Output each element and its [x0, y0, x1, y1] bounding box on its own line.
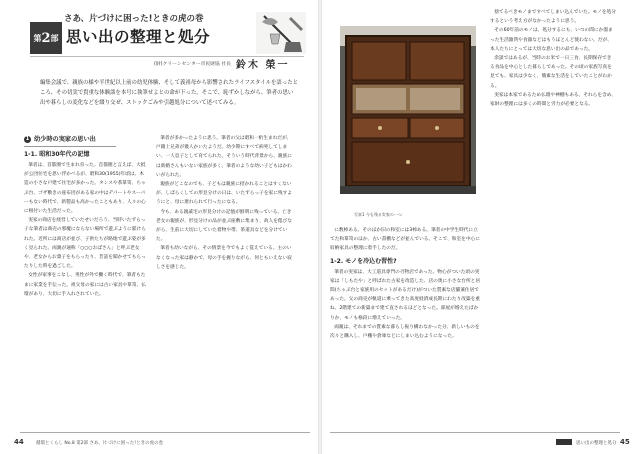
- badge-number: 2: [41, 30, 51, 46]
- paragraph: 筆者も幼いながら、その情景を今でもよく覚えている。主のいなくなった家は静かで、母の手を握りながら、何ともいえない寂しさを感じた。: [156, 246, 292, 270]
- article-header: [20, 8, 304, 70]
- author-name: 鈴木 榮一: [236, 60, 290, 71]
- cabinet-photo: [340, 26, 476, 194]
- paragraph: 両親は、それまでの質素な暮らし振り構わなかった分、新しいものを次々と購入し、戸棚や倉庫などにしまい込むようになった。: [330, 324, 480, 340]
- page-number-left: 44: [14, 438, 24, 446]
- badge-prefix: 第: [33, 33, 42, 43]
- paragraph: 女性が家事をこなし、男性が外で働く時代で、筆者もたまに家業を手伝った。祖父母の家には古い家具や箪笥、仏壇があり、大切に手入れされていた。: [24, 273, 146, 297]
- badge-suffix: 部: [50, 33, 59, 43]
- paragraph: その60年前のモノは、処分するにも、いつの間にか溜まった生活雑貨や食器などはもうほとんど使わない。だが、本人たちにとっては大切な思い出の品であった。: [490, 28, 613, 52]
- paragraph: 捨てるべきモノまですべてしまい込んでいた。モノを処分するという考え方がなかったように思う。: [490, 10, 616, 25]
- footer-tab-mark: [556, 439, 572, 445]
- right-page: [322, 0, 640, 454]
- section-number-badge: 1: [25, 136, 30, 142]
- section-heading: [24, 134, 146, 145]
- column-r1: [330, 226, 482, 341]
- column-a: [24, 134, 146, 299]
- column-b: [156, 134, 296, 272]
- paragraph: 親族がどこなのでも、子どもは親族に招かれることはすくないが、しばらくしての形見分けの日は、いたずらっ子を家に残すようにと、母に連れられて行ったになる。: [156, 182, 292, 206]
- column-r2: [490, 8, 616, 109]
- footer-rule: [330, 432, 620, 433]
- paragraph: 今も、ある親戚宅の形見分けの記憶が鮮明に残っている。亡き老女の親族が、形見分けの品が並ぶ座敷に集まり、故人を偲びながら、生前に大切にしていた着物や帯、茶道具などを分けていた。: [156, 209, 292, 243]
- part-badge: [30, 22, 62, 54]
- subsection-heading: 1-2. モノを冷込む習性?: [330, 257, 397, 265]
- paragraph: 実家は本家であるため仏壇や神棚もある。それらを含め、家財の整理には多くの時間と労力が必要となる。: [490, 92, 616, 108]
- lead-paragraph: [40, 78, 298, 108]
- photo-caption: 写真1 今も残る実家の一つ: [354, 212, 402, 217]
- section-rule: [24, 146, 116, 147]
- paragraph: 筆者の実家は、大工道具専門の刃物店であった。物心がついた頃の実家は「しもたや」と呼ばれた古家を改造した、店の奥に小さな台所と居間(ちゃぶ台と家族用のセットがあるだけ)がついた質素な店舗兼住居であった。父の商売が軌道に乗ってきた高度経済成長期にわたり改築を重ね、2階建ての新築まで建て直されるほどとなった。部屋が増えたばかりか、モノも格段に増えていった。: [330, 269, 481, 321]
- article-title: 思い出の整理と処分: [66, 28, 211, 46]
- page-number-right: 45: [620, 438, 630, 446]
- paragraph: 余談ではあるが、当時のお米で一日三食、長期保存できる食品を中心とした暮らしであった。その頃の家族写真を見ても、家具は少なく、簡素な生活をしていたことがわかる。: [490, 56, 612, 89]
- lead-text: 編集会議で、親族の様や半世紀以上前の幼児体験、そして義祖母から影響されたライフスタイルを語ったところ、その切実で貴重な体験談を本号に執筆せよとの命が下った。そこで、恥ずかしながら、筆者の思い出や暮らしの変化などを綴り交ぜ、ストックごみや引越処分について述べてみる。: [40, 80, 298, 106]
- left-page: [0, 0, 318, 454]
- footer-rule: [20, 432, 310, 433]
- kicker: さあ、片づけに困った!ときの虎の巻: [64, 14, 204, 24]
- section-title: 幼少時の実家の思い出: [34, 136, 96, 143]
- paragraph: 実家の商店を経営していたせいだろう、当時いたずらっ子な筆者は商売の邪魔にならない場所で遊ぶように躾けられた。近所には商店が並び、子供たちが路地で遊ぶ姿が多く見られた。両親が通称「○○○おばさん」と呼ぶ老女や、老女からお菓子をもらったり、昔話を聞かせてもらったりした時を過ごした。: [24, 218, 146, 270]
- paragraph: 筆者が多かったように思う。筆者の父は昭和一桁生まれだが、戸籍上兄弟が幾人かいたようだ。幼少期にすべて病死してしまい、一人息子として育てられた。そういう時代背景から、親族には新婚さんもいない家族が多く、筆者のような幼い子どもはかわいがられた。: [156, 136, 292, 178]
- paragraph: に数棹ある。そのほか旧の和室には3棹ある。筆者の中学生時代に立てた和箪笥のほか、古い書棚などが並んでいる。そこで、和室を中心に収納家具の整理に着手したのだ。: [330, 228, 480, 252]
- broom-illustration: [256, 12, 306, 54]
- paragraph: 筆者は、首都圏で生まれ育った。首都圏と言えば、大抵が公団住宅を思い浮かべるが、昭和30(1955)年頃は、木造の小さな戸建て住宅が多かった。タンスや茶箪笥、ちゃぶ台、ゴザ敷きの座布団がある家の中はデパートやスーパーもない時代で、新製品も高かったこともあり、人々の心に根付いた生活だった。: [24, 163, 146, 215]
- footer-running-title-right: 思い出の整理と処分: [576, 441, 617, 446]
- author-affiliation: (財)クリーンセンター市民財協 社長: [154, 62, 231, 67]
- subsection-heading: 1-1. 昭和30年代の記憶: [24, 151, 90, 158]
- footer-running-title-left: 循環とくらし No.8 第2部 さあ、片づけに困った!ときの虎の巻: [36, 441, 164, 446]
